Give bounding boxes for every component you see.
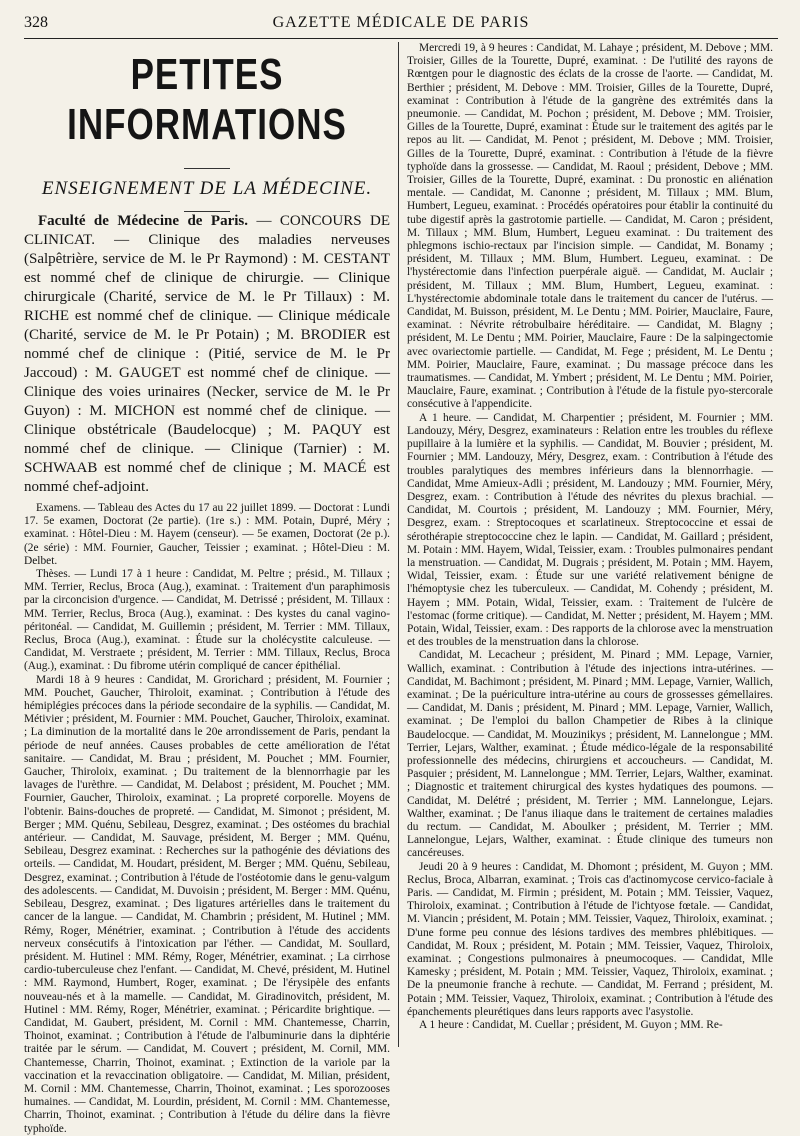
concours-paragraph bbox=[24, 212, 390, 497]
theses-tuesday-paragraph: Mardi 18 à 9 heures : Candidat, M. Grorichard ; président, M. Fournier ; MM. Pouchet, Gaucher, Thiroloit, examinat. ; Contribution à l'étude des hémiplégies précoces dans la période secondaire de la syphilis. — Candidat, M. Métivier ; président, M. Fournier : MM. Pouchet, Gaucher, Thiroloix, examinat. ; La diminution de la mortalité dans le 20e arrondissement de Paris, pendant la période de neuf années. Causes probables de cette amélioration de l'état sanitaire. — Candidat, M. Brau ; président, M. Pouchet ; MM. Fournier, Gaucher, Thiroloix, examinat. ; Du traitement de la blennorrhagie par les lavages de l'urèthre. — Candidat, M. Delabost ; président, M. Pouchet ; MM. Fournier, Gaucher, Thiroloix, examinat. ; La propreté corporelle. Moyens de l'obtenir. Bains-douches de propreté. — Candidat, M. Simonot ; président, M. Berger ; MM. Quénu, Sebileau, Desgrez, examinat. ; Des ostéomes du brachial antérieur. — Candidat, M. Sauvage, président, M. Berger ; MM. Quénu, Sebileau, Desgrez examinat. : Recherches sur la pathogénie des déviations des orteils. — Candidat, M. Houdart, président, M. Berger ; MM. Quénu, Sebileau, Desgrez, examinat. ; Contribution à l'étude de l'ostéotomie dans le genu-valgum des adolescents. — Candidat, M. Duvoisin ; président, M. Berger : MM. Quénu, Sebileau, Desgrez, examinat. ; Des ligatures artérielles dans le traitement du cancer de la langue. — Candidat, M. Chambrin ; président, M. Hutinel ; MM. Rémy, Roger, Ménétrier, examinat. ; Contribution à l'étude des accidents nerveux consécutifs à l'intoxication par l'éther. — Candidat, M. Soullard, président. M. Hutinel : MM. Rémy, Roger, Ménétrier, examinat. ; La cirrhose cardio-tuberculeuse chez l'enfant. — Candidat, M. Chevé, président, M. Hutinel : MM. Raymond, Humbert, Roger, examinat. ; De l'érysipèle des enfants nouveau-nés et à la mamelle. — Candidat, M. Giradinovitch, président, M. Hutinel : MM. Rémy, Roger, Ménétrier, examinat. ; Péricardite brightique. — Candidat, M. Gaubert, président, M. Cornil : MM. Chantemesse, Charrin, Thoinot, examinat. ; Contribution à l'étude de l'albuminurie dans la diphtérie traitée par le sérum. — Candidat, M. Couvert ; président, M. Cornil, MM. Chantemesse, Charrin, Thoinot, examinat. ; Extinction de la variole par la vaccination et la revaccination obligatoire. — Candidat, M. Milian, président, M. Cornil : MM. Chantemesse, Charrin, Thoinot, examinat. ; Les sporozooses humaines. — Candidat, M. Lourdin, président, M. Cornil : MM. Chantemesse, Charrin, Thoinot, examinat. ; Contribution à l'étude du délire dans la fièvre typhoïde. bbox=[24, 673, 390, 1135]
main-title: PETITES INFORMATIONS bbox=[67, 50, 347, 149]
two-column-body bbox=[24, 42, 778, 1135]
thursday-afternoon-paragraph: A 1 heure : Candidat, M. Cuellar ; président, M. Guyon ; MM. Re- bbox=[419, 1019, 723, 1032]
running-head: GAZETTE MÉDICALE DE PARIS bbox=[272, 14, 530, 31]
page-number: 328 bbox=[24, 14, 48, 31]
section-title: ENSEIGNEMENT DE LA MÉDECINE. bbox=[41, 178, 373, 199]
title-divider bbox=[184, 168, 230, 169]
page-header bbox=[24, 12, 778, 39]
thursday-morning-paragraph: Jeudi 20 à 9 heures : Candidat, M. Dhomont ; président, M. Guyon ; MM. Reclus, Broca, Albarran, examinat. ; Trois cas d'actinomycose cervico-faciale à Paris. — Candidat, M. Firmin ; président, M. Potain ; MM. Teissier, Vaquez, Thiroloix, examinat. ; Contribution à l'étude de l'ichtyose fœtale. — Candidat, M. Viancin ; président, M. Potain ; MM. Teissier, Vaquez, Thiroloix, examinat. ; D'une forme peu connue des lésions tardives des membres phlébitiques. — Candidat, M. Roux ; président, M. Potain ; MM. Teissier, Vaquez, Thiroloix, examinat. ; Congestions pulmonaires à pneumocoques. — Candidat, Mlle Kamesky ; président, M. Potain ; MM. Teissier, Vaquez, Thiroloix, examinat. ; De la pneumonie franche à rechute. — Candidat, M. Ferrand ; président, M. Potain ; MM. Teissier, Vaquez, Thiroloix, examinat. ; Contribution à l'étude des épanchements pleurétiques dans leurs rapports avec l'asystolie. bbox=[407, 860, 773, 1018]
right-column bbox=[399, 42, 773, 1047]
left-column bbox=[24, 42, 398, 1135]
wednesday-afternoon-paragraph: A 1 heure. — Candidat, M. Charpentier ; président, M. Fournier ; MM. Landouzy, Méry, Desgrez, examinateurs : Relation entre les troubles du réflexe pupillaire à la lumière et la syphilis. — Candidat, M. Bouvier ; président, M. Fournier ; MM. Landouzy, Méry, Desgrez, exam. : Contribution à l'étude des troubles paralytiques des membres inférieurs dans la blennorrhagie. — Candidat, Mme Amieux-Adli ; président, M. Landouzy ; MM. Fournier, Méry, Desgrez, exam. : Contribution à l'étude des névrites du plexus brachial. — Candidat, M. Courtois ; président, M. Landouzy ; MM. Fournier, Méry, Desgrez, exam. : Streptocoques et scarlatineux. Streptococcine et essai de sérothérapie streptococcine chez le lapin. — Candidat, M. Gaillard ; président, M. Potain : MM. Hayem, Widal, Teissier, exam. : Troubles pulmonaires pendant la menstruation. — Candidat, M. Dugrais ; président, M. Potain ; MM. Hayem, Widal, Teissier, exam. : Étude sur une variété relativement bénigne de l'hémoptysie chez les tuberculeux. — Candidat, M. Cohendy ; président, M. Hayem ; MM. Potain, Widal, Teissier, exam. : Traitement de l'ulcère de l'estomac (forme critique). — Candidat, M. Netter ; président, M. Hayem ; MM. Potain, Widal, Teissier, exam. : Des rapports de la chlorose avec la menstruation et des troubles de la menstruation dans la chlorose. bbox=[407, 411, 773, 649]
wednesday-morning-paragraph: Mercredi 19, à 9 heures : Candidat, M. Lahaye ; président, M. Debove ; MM. Troisier, Gilles de la Tourette, Dupré, examinat. : De l'utilité des rayons de Rœntgen pour le diagnostic des éclats de la crosse de l'aorte. — Candidat, M. Berthier ; président, M. Debove : MM. Troisier, Gilles de la Tourette, Dupré, examinat : Contribution à l'étude de la gangrène des extrémités dans la pneumonie. — Candidat, M. Pochon ; président, M. Debove ; MM. Troisier, Gilles de la Tourette, Dupré, examinat : Étude sur le traitement des agités par le repos au lit. — Candidat, M. Penot ; président, M. Debove ; MM. Troisier, Gilles de la Tourette, Dupré, examinat. : Contribution à l'étude de la fièvre typhoïde dans la grossesse. — Candidat, M. Raoul ; président, Debove ; MM. Troisier, Gilles de la Tourette, Dupré, examinat. : Du pronostic en aliénation mentale. — Candidat, M. Canonne ; président, M. Tillaux ; MM. Blum, Humbert, Legueu, examinat. : Procédés opératoires pour établir la continuité du tube digestif après la gastrotomie partielle. — Candidat, M. Caron ; président, M. Tillaux ; MM. Blum, Humbert, Legueu examinat. : Du traitement des phlegmons ischio-rectaux par l'incision simple. — Candidat, M. Bonamy ; président, M. Tillaux ; MM. Blum, Humbert. Legueu, examinat. : De l'hystérectomie dans l'infection puerpérale aiguë. — Candidat, M. Auclair ; président, M. Tillaux ; MM. Blum, Humbert, Legueu, examinat. : L'hystérectomie abdominale totale dans le traitement du cancer de l'utérus. — Candidat, M. Buisson, président, M. Le Dentu ; MM. Poirier, Mauclaire, Faure, examinat. : Névrite rétrobulbaire héréditaire. — Candidat, M. Blagny ; président, M. Le Dentu ; MM. Poirier, Mauclaire, Faure : De la salpingectomie avec ovariectomie partielle. — Candidat, M. Fege ; président, M. Le Dentu ; MM. Poirier, Mauclaire, Faure, examinat. ; Du massage précoce dans les traumatismes. — Candidat, M. Ymbert ; président, M. Le Dentu ; MM. Poirier, Mauclaire, Faure, examinat. ; Contribution à l'étude de la fistule pyo-stercorale consécutive à l'appendicite. bbox=[407, 42, 773, 411]
faculty-heading: Faculté de Médecine de Paris. bbox=[38, 213, 248, 229]
obstetrics-paragraph: Candidat, M. Lecacheur ; président, M. Pinard ; MM. Lepage, Varnier, Wallich, examinat. : Contribution à l'étude des injections intra-utérines. — Candidat, M. Bachimont ; président, M. Pinard ; MM. Lepage, Varnier, Wallich, examinat. ; De la puériculture intra-utérine au cours de grossesses gémellaires. — Candidat, M. Danis ; président, M. Pinard ; MM. Lepage, Varnier, Wallich, examinat. ; De l'emploi du ballon Champetier de Ribes à la clinique Baudelocque. — Candidat, M. Mouzinikys ; président, M. Lannelongue ; MM. Terrier, Lejars, Walther, examinat. ; Étude médico-légale de la responsabilité professionnelle des médecins, chirurgiens et accoucheurs. — Candidat, M. Pasquier ; président, M. Lannelongue ; MM. Terrier, Lejars, Walther, examinat. ; Diagnostic et traitement chirurgical des kystes hydatiques des poumons. — Candidat, M. Delétré ; président, M. Terrier ; MM. Lannelongue, Lejars. Walther, examinat. ; De l'anus iliaque dans le traitement de certaines maladies du rectum. — Candidat, M. Aboulker ; président, M. Terrier ; MM. Lannelongue, Lejars, Walther, examinat. : Étude clinique des tumeurs non cancéreuses. bbox=[407, 649, 773, 860]
title-block bbox=[24, 50, 390, 212]
theses-monday-paragraph: Thèses. — Lundi 17 à 1 heure : Candidat, M. Peltre ; présid., M. Tillaux ; MM. Terrier, Reclus, Broca (Aug.), examinat. : Traitement d'un paraphimosis par la circoncision d'urgence. — Candidat, M. Detrissé ; président, M. Tillaux : MM. Terrier, Reclus, Broca (Aug.), examinat. : Des kystes du canal vagino-péritonéal. — Candidat, M. Guillemin ; président, M. Terrier : MM. Tillaux, Reclus, Broca (Aug.), examinat. : Étude sur la cholécystite calculeuse. — Candidat, M. Verstraete ; président, M. Terrier : MM. Tillaux, Reclus, Broca (Aug.), examinat. : Du fibrome utérin compliqué de cancer épithélial. bbox=[24, 568, 390, 673]
examens-paragraph: Examens. — Tableau des Actes du 17 au 22 juillet 1899. — Doctorat : Lundi 17. 5e examen, Doctorat (2e partie). (1re s.) : MM. Potain, Dupré, Méry ; examinat. : Hôtel-Dieu : M. Hayem (censeur). — 5e examen, Doctorat (2e p.). (2e série) : MM. Fournier, Gaucher, Teissier ; examinat. ; Hôtel-Dieu : M. Delbet. bbox=[24, 502, 390, 567]
concours-text: — CONCOURS DE CLINICAT. — Clinique des maladies nerveuses (Salpêtrière, service de M. le Pr Raymond) : M. CESTANT est nommé chef de clinique de chirurgie. — Clinique chirurgicale (Charité, service de M. le Pr Tillaux) : M. RICHE est nommé chef de clinique. — Clinique médicale (Charité, service de M. le Pr Potain) ; M. BRODIER est nommé chef de clinique : (Pitié, service de M. le Pr Jaccoud) : M. GAUGET est nommé chef de clinique. — Clinique des voies urinaires (Necker, service de M. le Pr Guyon) : M. MICHON est nommé chef de clinique. — Clinique obstétricale (Baudelocque) ; M. PAQUY est nommé chef de clinique. — Clinique (Tarnier) : M. SCHWAAB est nommé chef de clinique ; M. MACÉ est nommé chef-adjoint. bbox=[24, 213, 391, 495]
